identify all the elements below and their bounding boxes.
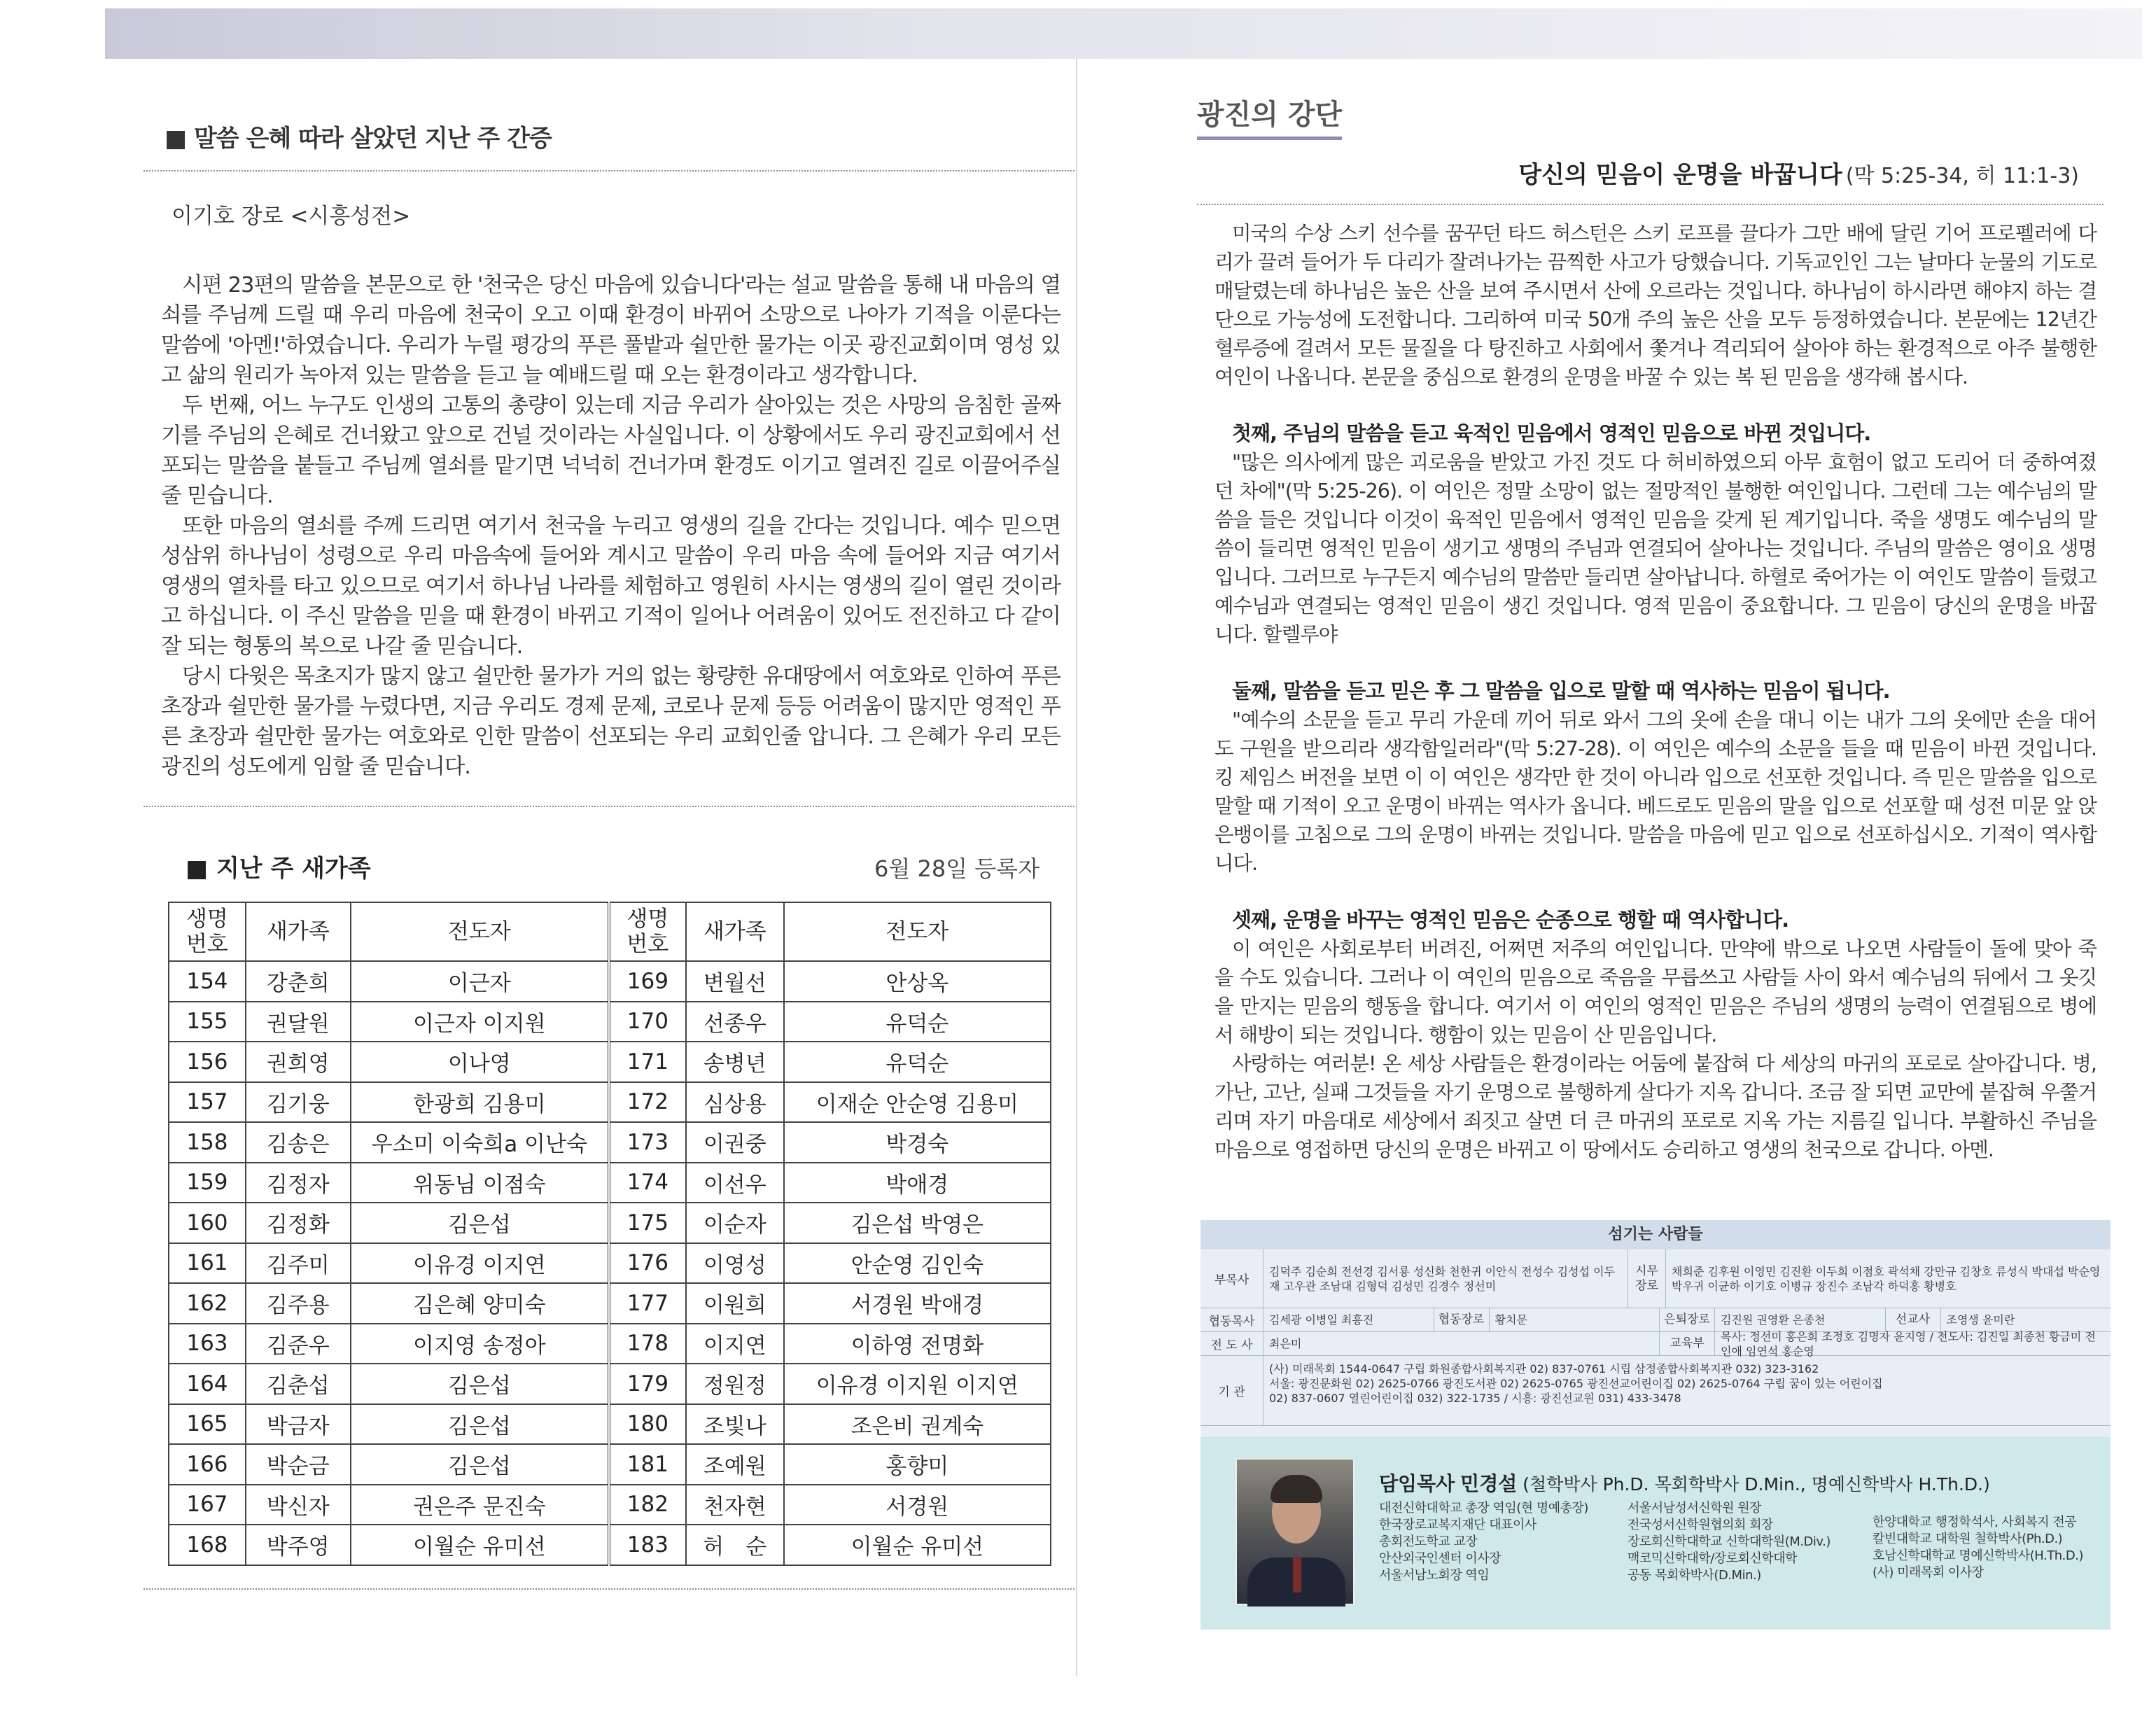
bottom-divider (144, 1588, 1074, 1590)
sermon-point-body: "많은 의사에게 많은 괴로움을 받았고 가진 것도 다 허비하였으되 아무 효험이 없고 도리어 더 중하여졌던 차에"(막 5:25-26). 이 여인은 정말 소망이 없는 절망적인 불행한 여인입니다. 그런데 그는 예수님의 말씀을 들은 것입니다 이것이 육적인 믿음에서 영적인 믿음을 갖게 된 계기입니다. 죽을 생명도 예수님의 말씀이 들리면 영적인 믿음이 생기고 생명의 주님과 연결되어 살아나는 것입니다. 주님의 말씀은 영이요 생명입니다. 그러므로 누구든지 예수님의 말씀만 들리면 살아납니다. 하혈로 죽어가는 이 여인도 말씀이 들렸고 예수님과 연결되는 영적인 믿음이 생긴 것입니다. 영적 믿음이 중요합니다. 그 믿음이 당신의 운명을 바꿉니다. 할렐루야 (1214, 451, 2096, 646)
header-evangelist: 전도자 (784, 902, 1051, 961)
cell-evangelist: 박애경 (784, 1163, 1051, 1203)
cell-evangelist: 이하영 전명화 (784, 1324, 1051, 1364)
cell-evangelist: 이지영 송정아 (351, 1324, 609, 1364)
left-page (144, 105, 1074, 1590)
cell-evangelist: 안상옥 (784, 961, 1051, 1002)
staff-value: 조영생 윤미란 (1946, 1313, 2015, 1326)
cell-evangelist: 김은섭 (351, 1404, 609, 1445)
cell-number: 156 (169, 1042, 246, 1082)
table-row (169, 1122, 1051, 1163)
page-fold-divider (1076, 59, 1077, 1676)
career-item: 칼빈대학교 대학원 철학박사(Ph.D.) (1872, 1532, 2063, 1546)
table-row (169, 1203, 1051, 1243)
table-row (169, 1082, 1051, 1123)
cell-number: 175 (609, 1203, 686, 1243)
cell-number: 158 (169, 1122, 246, 1163)
cell-evangelist: 안순영 김인숙 (784, 1243, 1051, 1284)
cell-number: 164 (169, 1364, 246, 1404)
staff-value: 김세광 이병일 최흥진 (1269, 1313, 1374, 1326)
cell-new-family: 김주미 (246, 1243, 351, 1284)
testimony-heading: ■ 말씀 은혜 따라 살았던 지난 주 간증 (144, 105, 1074, 172)
cell-number: 180 (609, 1404, 686, 1445)
cell-number: 173 (609, 1122, 686, 1163)
cell-new-family: 이권중 (686, 1122, 784, 1163)
cell-new-family: 조빛나 (686, 1404, 784, 1445)
right-page (1197, 84, 2107, 1164)
column-title: 광진의 강단 (1197, 92, 1342, 140)
institution-line: (사) 미래목회 1544-0647 구립 화원종합사회복지관 02) 837-0761 시립 삼정종합사회복지관 032) 323-3162 (1269, 1362, 1819, 1376)
cell-new-family: 박신자 (246, 1485, 351, 1525)
sermon-point-body: "예수의 소문을 듣고 무리 가운데 끼어 뒤로 와서 그의 옷에 손을 대니 이는 내가 그의 옷에만 손을 대어도 구원을 받으리라 생각함일러라"(막 5:27-28). 이 여인은 예수의 소문을 들을 때 믿음이 바뀐 것입니다. 킹 제임스 버전을 보면 이 이 여인은 생각만 한 것이 아니라 입으로 선포한 것입니다. 즉 믿은 말씀을 입으로 말할 때 기적이 오고 운명이 바뀌는 역사가 옵니다. 베드로도 믿음의 말을 입으로 선포할 때 성전 미문 앞 앉은뱅이를 고침으로 그의 운명이 바뀌는 것입니다. 말씀을 마음에 믿고 입으로 선포하십시오. 기적이 역사합니다. (1214, 708, 2096, 875)
cell-evangelist: 이유경 이지연 (351, 1243, 609, 1284)
cell-evangelist: 김은혜 양미숙 (351, 1283, 609, 1324)
cell-new-family: 김춘섭 (246, 1364, 351, 1404)
cell-number: 160 (169, 1203, 246, 1243)
senior-pastor-degrees: (철학박사 Ph.D. 목회학박사 D.Min., 명예신학박사 H.Th.D.) (1522, 1474, 1990, 1494)
cell-number: 161 (169, 1243, 246, 1284)
career-item: 서울서남노회장 역임 (1379, 1568, 1490, 1583)
cell-new-family: 조예원 (686, 1444, 784, 1485)
table-row (169, 1042, 1051, 1082)
new-family-heading: ■ 지난 주 새가족 (186, 855, 371, 883)
cell-evangelist: 이월순 유미선 (351, 1525, 609, 1565)
staff-value: 최은미 (1269, 1337, 1302, 1350)
sermon-point-heading: 셋째, 운명을 바꾸는 영적인 믿음은 순종으로 행할 때 역사합니다. (1232, 908, 1789, 932)
cell-number: 163 (169, 1324, 246, 1364)
cell-number: 170 (609, 1002, 686, 1042)
cell-number: 183 (609, 1525, 686, 1565)
staff-value: 김진원 권영환 은종천 (1721, 1313, 1826, 1326)
cell-number: 172 (609, 1082, 686, 1123)
career-item: 안산외국인센터 이사장 (1379, 1551, 1502, 1566)
career-item: 서울서남성서신학원 원장 (1628, 1501, 1761, 1516)
cell-evangelist: 이근자 (351, 961, 609, 1002)
staff-box (1200, 1220, 2110, 1630)
cell-evangelist: 김은섭 (351, 1364, 609, 1404)
table-row (169, 1324, 1051, 1364)
career-item: 전국성서신학원협의회 회장 (1628, 1518, 1773, 1532)
staff-row-pastors (1200, 1250, 2110, 1308)
table-row (169, 1283, 1051, 1324)
cell-number: 177 (609, 1283, 686, 1324)
cell-number: 167 (169, 1485, 246, 1525)
cell-number: 174 (609, 1163, 686, 1203)
cell-new-family: 이지연 (686, 1324, 784, 1364)
pastor-career-col-1 (1379, 1500, 1588, 1584)
career-item: 맥코믹신학대학/장로회신학대학 (1628, 1551, 1797, 1566)
table-row (169, 1243, 1051, 1284)
cell-new-family: 이원희 (686, 1283, 784, 1324)
table-header-row (169, 902, 1051, 961)
cell-new-family: 박주영 (246, 1525, 351, 1565)
cell-new-family: 허 순 (686, 1525, 784, 1565)
cell-number: 165 (169, 1404, 246, 1445)
cell-new-family: 박순금 (246, 1444, 351, 1485)
pastors-label: 부목사 (1200, 1250, 1264, 1308)
cell-new-family: 이영성 (686, 1243, 784, 1284)
career-item: 장로회신학대학교 신학대학원(M.Div.) (1628, 1534, 1830, 1549)
sermon-point-heading: 첫째, 주님의 말씀을 듣고 육적인 믿음에서 영적인 믿음으로 바뀐 것입니다. (1232, 421, 1871, 445)
staff-row-evangelists (1200, 1329, 2110, 1358)
cell-evangelist: 권은주 문진숙 (351, 1485, 609, 1525)
staff-label: 교육부 (1659, 1332, 1715, 1355)
career-item: 한양대학교 행정학석사, 사회복지 전공 (1872, 1515, 2077, 1530)
cell-number: 178 (609, 1324, 686, 1364)
testimony-paragraph: 당시 다윗은 목초지가 많지 않고 쉴만한 물가가 거의 없는 황량한 유대땅에서 여호와로 인하여 푸른 초장과 쉴만한 물가를 누렸다면, 지금 우리도 경제 문제, 코로나 문제 등등 어려움이 많지만 영적인 푸른 초장과 쉴만한 물가는 여호와로 인한 말씀이 선포되는 우리 교회인줄 압니다. 그 은혜가 우리 모든 광진의 성도에게 임할 줄 믿습니다. (161, 664, 1060, 779)
cell-evangelist: 이재순 안순영 김용미 (784, 1082, 1051, 1123)
sermon-intro: 미국의 수상 스키 선수를 꿈꾸던 타드 허스턴은 스키 로프를 끌다가 그만 배에 달린 기어 프로펠러에 다리가 끌려 들어가 두 다리가 잘려나가는 끔찍한 사고가 당했습니다. 기독교인인 그는 날마다 눈물의 기도로 매달렸는데 하나님은 높은 산을 보여 주시면서 산에 오르라는 것입니다. 하나님이 하시라면 해야지 하는 결단으로 가능성에 도전합니다. 그리하여 미국 50개 주의 높은 산을 모두 등정하였습니다. 본문에는 12년간 혈루증에 걸려서 모든 물질을 다 탕진하고 사회에서 쫓겨나 격리되어 살아야 하는 환경적으로 아주 불행한 여인이 나옵니다. 본문을 중심으로 환경의 운명을 바꿀 수 있는 복 된 믿음을 생각해 봅시다. (1214, 222, 2096, 388)
table-row (169, 1444, 1051, 1485)
staff-value: 황치문 (1494, 1313, 1527, 1326)
senior-pastor-photo (1236, 1458, 1354, 1605)
new-family-header (144, 807, 1074, 902)
cell-evangelist: 유덕순 (784, 1042, 1051, 1082)
cell-new-family: 권달원 (246, 1002, 351, 1042)
cell-new-family: 김준우 (246, 1324, 351, 1364)
institution-line: 서울: 광진문화원 02) 2625-0766 광진도서관 02) 2625-0765 광진선교어린이집 02) 2625-0764 구립 꿈이 있는 어린이집 (1269, 1377, 1883, 1390)
staff-label: 선교사 (1885, 1308, 1941, 1331)
institutions-list (1264, 1356, 2110, 1425)
testimony-body (144, 230, 1074, 807)
table-row (169, 1163, 1051, 1203)
header-new-family: 새가족 (246, 902, 351, 961)
sermon-point-heading: 둘째, 말씀을 듣고 믿은 후 그 말씀을 입으로 말할 때 역사하는 믿음이 됩니다. (1232, 679, 1890, 703)
staff-value: 목사: 정선미 홍은희 조정호 김명자 윤지영 / 전도사: 김진일 최종천 황금미 전인애 임연석 홍순영 (1721, 1329, 2096, 1358)
cell-evangelist: 이근자 이지원 (351, 1002, 609, 1042)
cell-number: 154 (169, 961, 246, 1002)
cell-number: 176 (609, 1243, 686, 1284)
career-item: (사) 미래목회 이사장 (1872, 1565, 1984, 1580)
sermon-point-body: 이 여인은 사회로부터 버려진, 어쩌면 저주의 여인입니다. 만약에 밖으로 나오면 사람들이 돌에 맞아 죽을 수도 있습니다. 그러나 이 여인의 믿음으로 죽음을 무릅쓰고 사람들 사이 와서 예수님의 뒤에서 그 옷깃을 만지는 믿음의 행동을 합니다. 여기서 이 여인의 영적인 믿음은 주님의 생명의 능력이 연결됨으로 병에서 해방이 되는 것입니다. 행함이 있는 믿음이 산 믿음입니다. (1214, 937, 2096, 1046)
pastor-career-col-2 (1628, 1500, 1830, 1584)
cell-new-family: 변월선 (686, 961, 784, 1002)
cell-number: 162 (169, 1283, 246, 1324)
table-row (169, 1485, 1051, 1525)
cell-new-family: 정원정 (686, 1364, 784, 1404)
new-family-date: 6월 28일 등록자 (874, 855, 1040, 882)
sermon-title: 당신의 믿음이 운명을 바꿉니다 (1518, 161, 1842, 189)
cell-new-family: 김송은 (246, 1122, 351, 1163)
cell-number: 181 (609, 1444, 686, 1485)
table-row (169, 1364, 1051, 1404)
cell-new-family: 강춘희 (246, 961, 351, 1002)
cell-new-family: 박금자 (246, 1404, 351, 1445)
cell-new-family: 김정자 (246, 1163, 351, 1203)
senior-pastor-name-line (1379, 1469, 1990, 1497)
cell-evangelist: 우소미 이숙희a 이난숙 (351, 1122, 609, 1163)
cell-evangelist: 김은섭 (351, 1444, 609, 1485)
sermon-reference: (막 5:25-34, 히 11:1-3) (1845, 164, 2079, 188)
staff-label: 협동장로 (1434, 1308, 1490, 1331)
table-row (169, 961, 1051, 1002)
photo-tie (1293, 1558, 1301, 1592)
cell-evangelist: 조은비 권계숙 (784, 1404, 1051, 1445)
career-item: 한국장로교복지재단 대표이사 (1379, 1518, 1536, 1532)
sermon-title-line (1197, 155, 2107, 190)
sermon-closing: 사랑하는 여러분! 온 세상 사람들은 환경이라는 어둠에 붙잡혀 다 세상의 마귀의 포로로 살아갑니다. 병, 가난, 고난, 실패 그것들을 자기 운명으로 불행하게 살다가 지옥 갑니다. 조금 잘 되면 교만에 붙잡혀 우쭐거리며 자기 마음대로 세상에서 죄짓고 살면 더 큰 마귀의 포로로 지옥 가는 지름길 입니다. 부활하신 주님을 마음으로 영접하면 당신의 운명은 바뀌고 이 땅에서도 승리하고 영생의 천국으로 갑니다. 아멘. (1214, 1052, 2096, 1161)
testimony-paragraph: 두 번째, 어느 누구도 인생의 고통의 총량이 있는데 지금 우리가 살아있는 것은 사망의 음침한 골짜기를 주님의 은혜로 건너왔고 앞으로 건널 것이라는 사실입니다. 이 상황에서도 우리 광진교회에서 선포되는 말씀을 붙들고 주님께 열쇠를 맡기면 넉넉히 건너가며 환경도 이기고 열려진 길로 이끌어주실 줄 믿습니다. (161, 393, 1060, 508)
table-row (169, 1404, 1051, 1445)
cell-new-family: 김주용 (246, 1283, 351, 1324)
institutions-label: 기 관 (1200, 1356, 1264, 1425)
senior-pastor-role: 담임목사 (1379, 1472, 1455, 1495)
cell-evangelist: 위동님 이점숙 (351, 1163, 609, 1203)
cell-new-family: 심상용 (686, 1082, 784, 1123)
elders-list: 채희준 김후원 이영민 김진환 이두희 이점호 곽석채 강만규 김창호 류성식 박대섭 박순영 박우귀 이균하 이기호 이병규 장진수 조남각 하덕홍 황병호 (1672, 1264, 2101, 1293)
career-item: 호남신학대학교 명예신학박사(H.Th.D.) (1872, 1548, 2083, 1563)
elders-label: 시무 장로 (1628, 1250, 1666, 1308)
cell-new-family: 김정화 (246, 1203, 351, 1243)
header-number: 생명 번호 (169, 902, 246, 961)
cell-evangelist: 홍향미 (784, 1444, 1051, 1485)
pastors-list: 김덕주 김순희 전선경 김서룡 성신화 천한귀 이안식 전성수 김성섭 이두재 고우관 조남대 김형덕 김성민 김경수 정선미 (1269, 1264, 1615, 1293)
cell-evangelist: 이월순 유미선 (784, 1525, 1051, 1565)
cell-number: 171 (609, 1042, 686, 1082)
cell-new-family: 송병년 (686, 1042, 784, 1082)
table-row (169, 1002, 1051, 1042)
pastor-career-col-3 (1872, 1514, 2083, 1581)
new-family-table (168, 902, 1051, 1566)
cell-number: 159 (169, 1163, 246, 1203)
cell-evangelist: 박경숙 (784, 1122, 1051, 1163)
career-item: 공동 목회학박사(D.Min.) (1628, 1568, 1761, 1583)
cell-new-family: 선종우 (686, 1002, 784, 1042)
header-new-family: 새가족 (686, 902, 784, 961)
cell-evangelist: 이유경 이지원 이지연 (784, 1364, 1051, 1404)
cell-evangelist: 서경원 박애경 (784, 1283, 1051, 1324)
senior-pastor-panel (1200, 1437, 2110, 1630)
cell-number: 182 (609, 1485, 686, 1525)
senior-pastor-name: 민경설 (1460, 1472, 1518, 1495)
cell-evangelist: 김은섭 박영은 (784, 1203, 1051, 1243)
testimony-author: 이기호 장로 <시흥성전> (172, 204, 411, 229)
cell-number: 166 (169, 1444, 246, 1485)
cell-new-family: 천자현 (686, 1485, 784, 1525)
staff-label: 전 도 사 (1200, 1332, 1264, 1355)
cell-number: 179 (609, 1364, 686, 1404)
top-banner (105, 8, 2142, 59)
cell-evangelist: 한광희 김용미 (351, 1082, 609, 1123)
header-number: 생명 번호 (609, 902, 686, 961)
cell-number: 155 (169, 1002, 246, 1042)
staff-heading: 섬기는 사람들 (1200, 1220, 2110, 1250)
cell-evangelist: 유덕순 (784, 1002, 1051, 1042)
staff-label: 협동목사 (1200, 1308, 1264, 1331)
staff-label: 은퇴장로 (1659, 1308, 1715, 1331)
career-item: 총회전도학교 교장 (1379, 1534, 1478, 1549)
cell-evangelist: 서경원 (784, 1485, 1051, 1525)
cell-number: 157 (169, 1082, 246, 1123)
institution-line: 02) 837-0607 열린어린이집 032) 322-1735 / 시흥: 광진선교원 031) 433-3478 (1269, 1392, 1681, 1405)
cell-evangelist: 김은섭 (351, 1203, 609, 1243)
staff-row-institutions (1200, 1356, 2110, 1426)
career-item: 대전신학대학교 총장 역임(현 명예총장) (1379, 1501, 1588, 1516)
cell-new-family: 이선우 (686, 1163, 784, 1203)
cell-number: 169 (609, 961, 686, 1002)
cell-number: 168 (169, 1525, 246, 1565)
testimony-paragraph: 시편 23편의 말씀을 본문으로 한 '천국은 당신 마음에 있습니다'라는 설교 말씀을 통해 내 마음의 열쇠를 주님께 드릴 때 우리 마음에 천국이 오고 이때 환경이 바뀌어 소망으로 나아가 기적을 이룬다는 말씀에 '아멘!'하였습니다. 우리가 누릴 평강의 푸른 풀밭과 쉴만한 물가는 이곳 광진교회이며 영성 있고 삶의 원리가 녹아져 있는 말씀을 듣고 늘 예배드릴 때 오는 환경이라고 생각합니다. (161, 273, 1060, 388)
cell-new-family: 권희영 (246, 1042, 351, 1082)
header-evangelist: 전도자 (351, 902, 609, 961)
cell-new-family: 김기웅 (246, 1082, 351, 1123)
table-row (169, 1525, 1051, 1565)
photo-hair (1270, 1475, 1322, 1503)
testimony-paragraph: 또한 마음의 열쇠를 주께 드리면 여기서 천국을 누리고 영생의 길을 간다는 것입니다. 예수 믿으면 성삼위 하나님이 성령으로 우리 마음속에 들어와 계시고 말씀이 우리 마음 속에 들어와 지금 여기서 영생의 열차를 타고 있으므로 여기서 하나님 나라를 체험하고 영원히 사시는 영생의 길이 열린 것이라고 하십니다. 이 주신 말씀을 믿을 때 환경이 바뀌고 기적이 일어나 어려움이 있어도 전진하고 다 같이 잘 되는 형통의 복으로 나갈 줄 믿습니다. (161, 514, 1060, 659)
cell-evangelist: 이나영 (351, 1042, 609, 1082)
cell-new-family: 이순자 (686, 1203, 784, 1243)
